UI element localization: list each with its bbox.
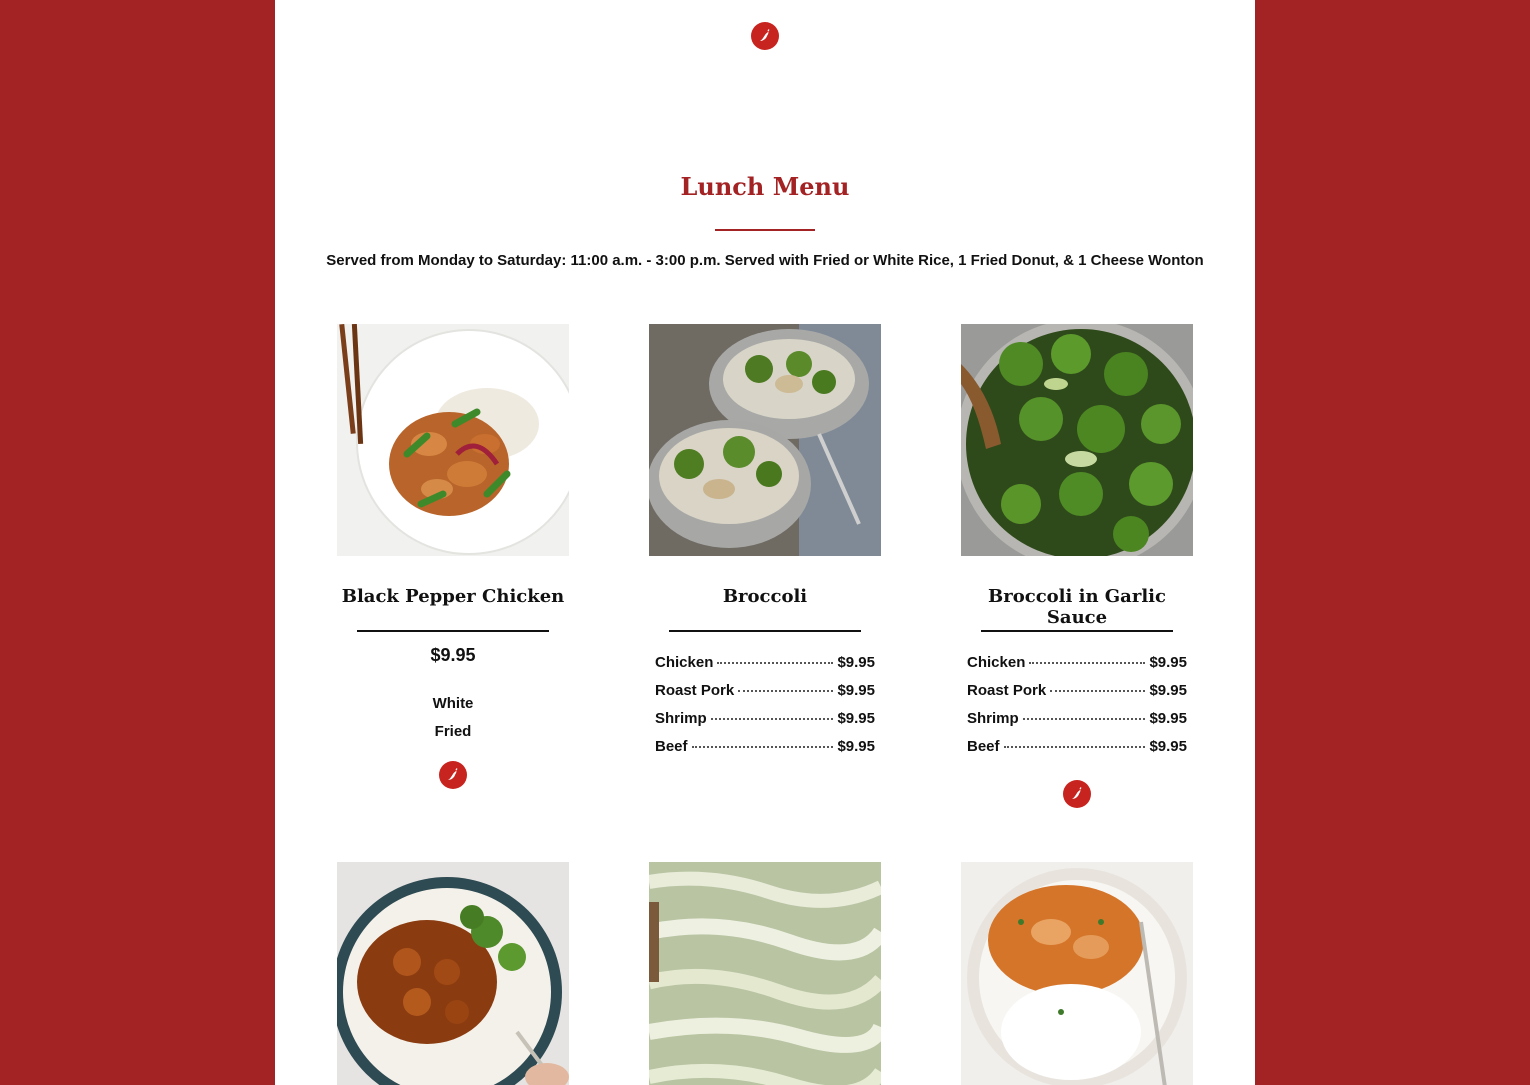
price-row [967,710,1187,738]
price-row [655,738,875,766]
protein-price: $9.95 [837,682,875,699]
price-row [967,654,1187,682]
price-row [967,682,1187,710]
protein-label: Roast Pork [655,682,735,699]
leader-dots [717,662,833,664]
leader-dots [711,718,834,720]
leader-dots [692,746,834,748]
chili-pepper-icon [751,22,779,50]
dish-name: Broccoli [722,586,808,607]
protein-label: Chicken [655,654,714,671]
dish-divider [981,630,1173,632]
dish-image-row2-3 [961,862,1193,1085]
protein-label: Beef [967,738,1000,755]
price-list [655,654,875,766]
protein-price: $9.95 [837,710,875,727]
title-divider [715,229,815,231]
price-row [655,710,875,738]
chili-pepper-icon [439,761,467,789]
price-row [967,738,1187,766]
protein-price: $9.95 [1149,710,1187,727]
section-title: Lunch Menu [680,172,850,201]
protein-price: $9.95 [837,738,875,755]
leader-dots [738,690,833,692]
price-row [655,682,875,710]
rice-option: White [432,695,474,712]
menu-panel [275,0,1255,1085]
leader-dots [1029,662,1145,664]
leader-dots [1023,718,1146,720]
dish-name: Broccoli in Garlic Sauce [988,586,1166,628]
rice-option: Fried [434,723,472,740]
protein-label: Chicken [967,654,1026,671]
protein-label: Shrimp [655,710,707,727]
leader-dots [1004,746,1146,748]
protein-price: $9.95 [1149,738,1187,755]
price-list [967,654,1187,766]
protein-price: $9.95 [1149,654,1187,671]
protein-label: Beef [655,738,688,755]
dish-image-broccoli-garlic-sauce [961,324,1193,556]
dish-price: $9.95 [430,645,476,665]
protein-price: $9.95 [837,654,875,671]
dish-image-black-pepper-chicken [337,324,569,556]
protein-label: Roast Pork [967,682,1047,699]
chili-pepper-icon [1063,780,1091,808]
leader-dots [1050,690,1145,692]
protein-label: Shrimp [967,710,1019,727]
dish-image-row2-1 [337,862,569,1085]
dish-name: Black Pepper Chicken [341,586,565,607]
dish-image-broccoli [649,324,881,556]
dish-divider [357,630,549,632]
protein-price: $9.95 [1149,682,1187,699]
price-row [655,654,875,682]
dish-divider [669,630,861,632]
section-subtitle: Served from Monday to Saturday: 11:00 a.m. - 3:00 p.m. Served with Fried or White Rice, 1 Fried Donut, & 1 Cheese Wonton [326,252,1204,269]
dish-image-row2-2 [649,862,881,1085]
